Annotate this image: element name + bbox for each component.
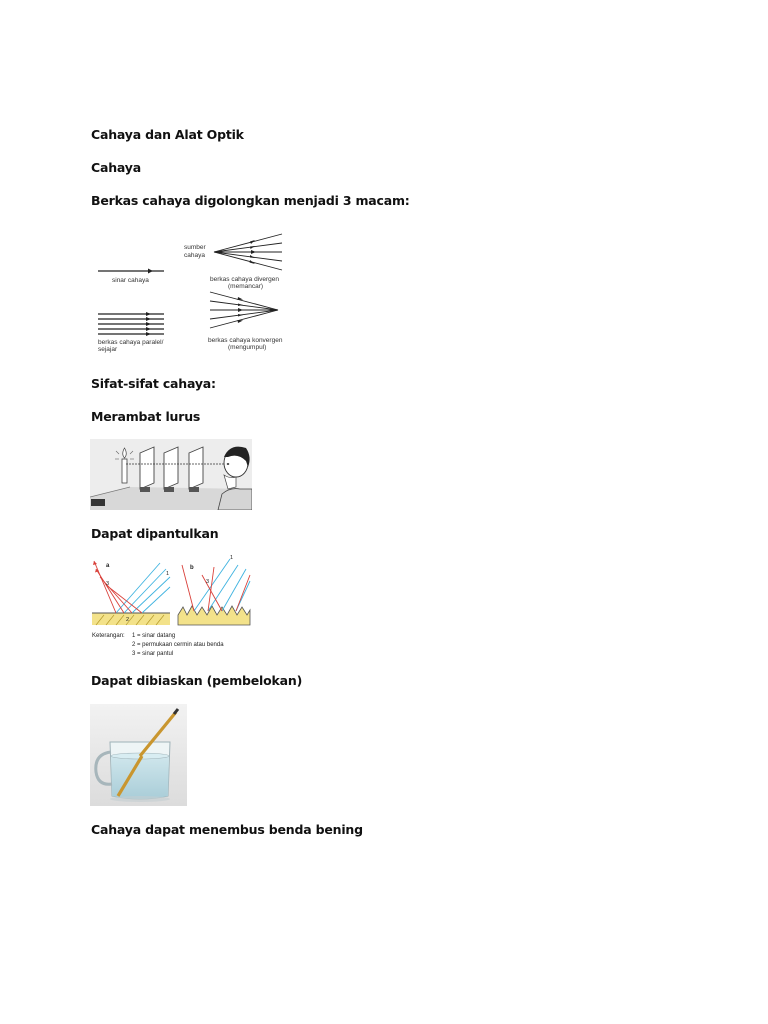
label-3a: 3 (106, 581, 110, 587)
legend-item-2: 2 = permukaan cermin atau benda (132, 642, 224, 648)
label-3b: 3 (206, 579, 210, 585)
parallel-beam (98, 314, 164, 334)
legend-item-1: 1 = sinar datang (132, 633, 176, 639)
divergent-label-2: (memancar) (228, 283, 264, 290)
rough-surface (178, 606, 250, 625)
panel-a-label: a (106, 563, 110, 569)
divergent-beam (214, 234, 282, 270)
beam-types-figure (90, 222, 292, 360)
label-1b: 1 (230, 555, 234, 561)
convergent-label-2: (mengumpul) (228, 344, 267, 351)
property-3: Dapat dibiaskan (pembelokan) (91, 673, 303, 688)
divergent-label: berkas cahaya divergen (210, 276, 280, 283)
intro-text: Berkas cahaya digolongkan menjadi 3 macam: (91, 193, 410, 208)
legend-item-3: 3 = sinar pantul (132, 651, 174, 657)
refraction-photo (90, 704, 187, 806)
legend-title: Keterangan: (92, 633, 125, 639)
parallel-label-2: sejajar (98, 346, 118, 353)
ray-label: sinar cahaya (112, 277, 149, 284)
label-2a: 2 (126, 617, 130, 623)
parallel-label: berkas cahaya paralel/ (98, 339, 164, 346)
convergent-label: berkas cahaya konvergen (208, 337, 283, 344)
source-label: sumber (184, 244, 206, 251)
label-1a: 1 (166, 571, 170, 577)
convergent-beam (210, 292, 278, 328)
source-label-2: cahaya (184, 252, 205, 259)
properties-heading: Sifat-sifat cahaya: (91, 376, 216, 391)
property-2: Dapat dipantulkan (91, 526, 219, 541)
candle (122, 459, 127, 483)
property-4: Cahaya dapat menembus benda bening (91, 822, 363, 837)
cards (140, 447, 203, 489)
property-1: Merambat lurus (91, 409, 201, 424)
panel-b-label: b (190, 565, 194, 571)
section-heading: Cahaya (91, 160, 141, 175)
document-title: Cahaya dan Alat Optik (91, 127, 244, 142)
straight-propagation-image (90, 439, 252, 510)
reflection-figure (90, 555, 256, 661)
